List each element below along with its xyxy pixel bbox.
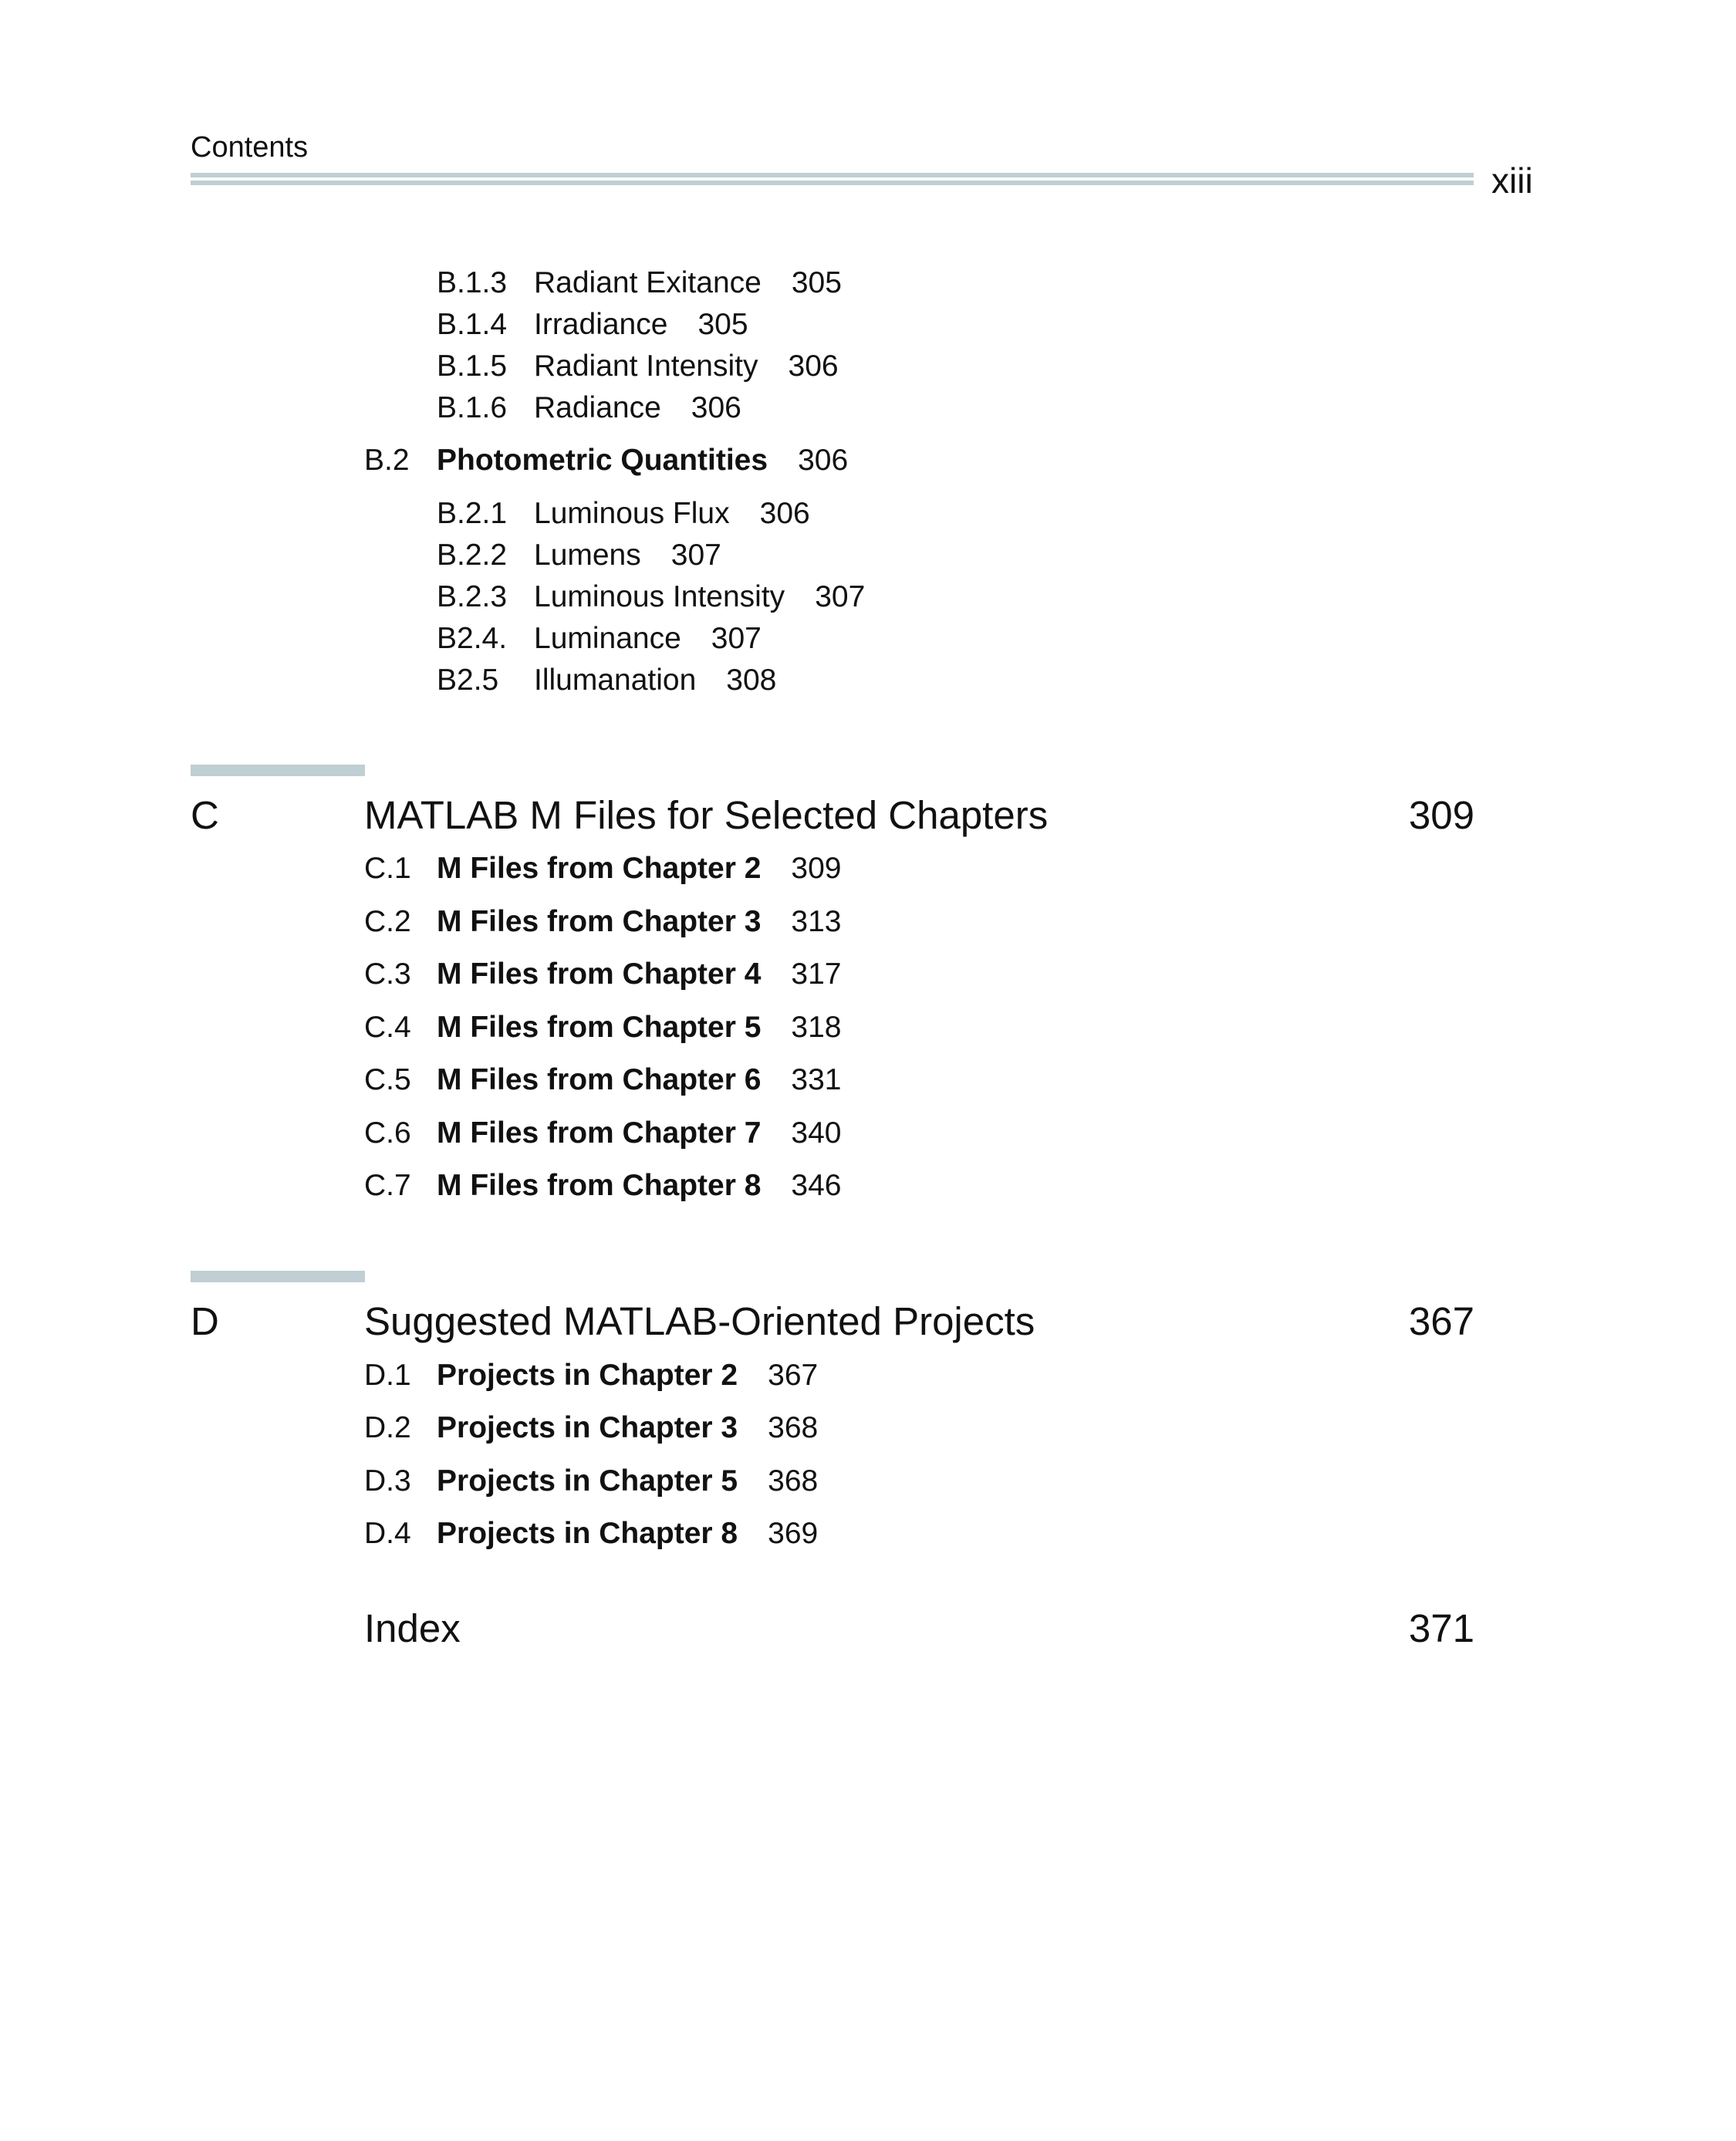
page-number: 306 (759, 497, 810, 530)
subsection-number: B.2.2 (437, 539, 508, 572)
index-title[interactable]: Index (364, 1606, 461, 1650)
appendix-d-letter: D (191, 1299, 219, 1343)
page-number: 308 (726, 664, 777, 697)
section-title: Projects in Chapter 8 369 (437, 1517, 819, 1550)
page-number: 346 (791, 1169, 842, 1202)
section-title: M Files from Chapter 6 331 (437, 1063, 842, 1096)
header-rule-top (191, 173, 1474, 177)
page-folio: xiii (1491, 160, 1533, 201)
index-page: 371 (1408, 1606, 1474, 1650)
section-title: M Files from Chapter 7 340 (437, 1116, 842, 1150)
page-number: 305 (791, 266, 842, 299)
section-number: D.1 (364, 1359, 411, 1392)
subsection-title: Luminous Flux 306 (534, 497, 810, 530)
page-number: 305 (697, 308, 748, 341)
page-number: 367 (768, 1359, 819, 1392)
section-number: C.2 (364, 905, 411, 938)
subsection-number: B2.5 (437, 664, 499, 697)
subsection-number: B.1.5 (437, 350, 508, 383)
section-title: Projects in Chapter 2 367 (437, 1359, 819, 1392)
appendix-d-page: 367 (1408, 1299, 1474, 1343)
subsection-title: Irradiance 305 (534, 308, 748, 341)
subsection-number: B.1.3 (437, 266, 508, 299)
section-title: M Files from Chapter 4 317 (437, 957, 842, 991)
section-title: M Files from Chapter 5 318 (437, 1011, 842, 1044)
subsection-number: B.2.3 (437, 580, 508, 613)
section-number: C.1 (364, 852, 411, 885)
appendix-c-letter: C (191, 793, 219, 837)
page-number: 306 (691, 391, 741, 424)
subsection-title: Luminous Intensity 307 (534, 580, 866, 613)
page-number: 331 (791, 1063, 842, 1096)
section-title: M Files from Chapter 3 313 (437, 905, 842, 938)
header-rule-bottom (191, 181, 1474, 185)
page-number: 313 (791, 905, 842, 938)
section-number: C.3 (364, 957, 411, 991)
subsection-number: B2.4. (437, 622, 508, 655)
section-number: C.4 (364, 1011, 411, 1044)
page-number: 340 (791, 1116, 842, 1150)
section-title: M Files from Chapter 2 309 (437, 852, 842, 885)
section-number: C.7 (364, 1169, 411, 1202)
appendix-c-rule (191, 765, 365, 776)
page-number: 306 (798, 444, 849, 477)
section-title: Projects in Chapter 5 368 (437, 1464, 819, 1498)
page-number: 307 (815, 580, 866, 613)
page-number: 368 (768, 1411, 819, 1444)
appendix-c-page: 309 (1408, 793, 1474, 837)
page-number: 309 (791, 852, 842, 885)
section-number: D.3 (364, 1464, 411, 1498)
subsection-number: B.1.4 (437, 308, 508, 341)
page-number: 307 (711, 622, 762, 655)
appendix-d-title[interactable]: Suggested MATLAB-Oriented Projects (364, 1299, 1035, 1343)
section-title: M Files from Chapter 8 346 (437, 1169, 842, 1202)
page-number: 368 (768, 1464, 819, 1498)
page-number: 306 (788, 350, 839, 383)
section-number: B.2 (364, 444, 410, 477)
subsection-title: Radiant Intensity 306 (534, 350, 839, 383)
appendix-d-rule (191, 1271, 365, 1282)
subsection-title: Radiance 306 (534, 391, 741, 424)
subsection-title: Luminance 307 (534, 622, 762, 655)
section-number: C.6 (364, 1116, 411, 1150)
subsection-number: B.1.6 (437, 391, 508, 424)
appendix-c-title[interactable]: MATLAB M Files for Selected Chapters (364, 793, 1049, 837)
section-number: C.5 (364, 1063, 411, 1096)
subsection-title: Lumens 307 (534, 539, 721, 572)
page-number: 307 (670, 539, 721, 572)
page-number: 369 (768, 1517, 819, 1550)
section-title: Projects in Chapter 3 368 (437, 1411, 819, 1444)
section-number: D.2 (364, 1411, 411, 1444)
page-number: 318 (791, 1011, 842, 1044)
running-head: Contents (191, 131, 309, 164)
section-number: D.4 (364, 1517, 411, 1550)
section-title: Photometric Quantities 306 (437, 444, 849, 477)
subsection-title: Radiant Exitance 305 (534, 266, 842, 299)
subsection-title: Illumanation 308 (534, 664, 777, 697)
page-number: 317 (791, 957, 842, 991)
subsection-number: B.2.1 (437, 497, 508, 530)
